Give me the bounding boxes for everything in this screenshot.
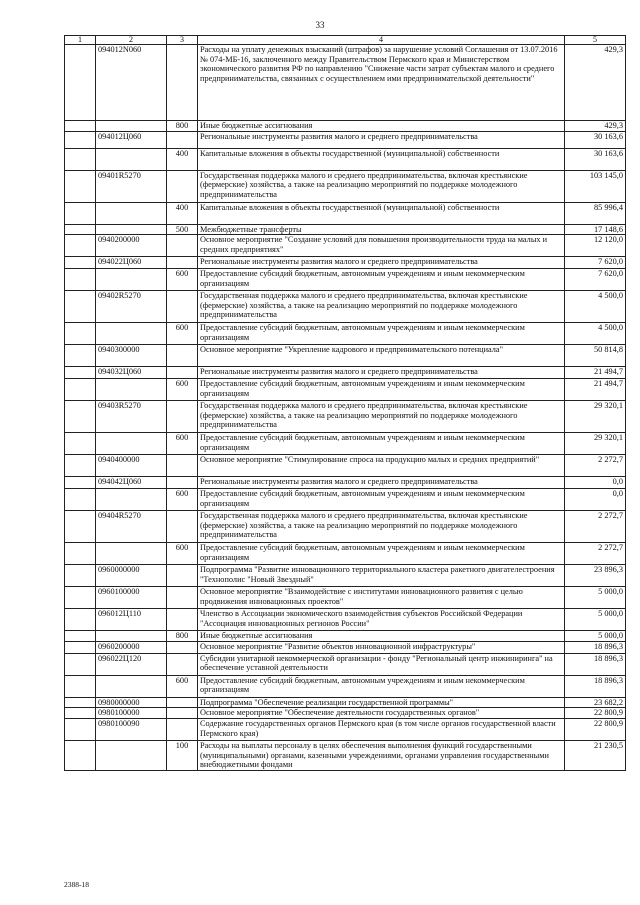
item-name: Предоставление субсидий бюджетным, автономным учреждениям и иным некоммерческим организациям xyxy=(198,323,565,345)
target-article-code: 094032Ц060 xyxy=(96,367,167,379)
expense-type-code xyxy=(167,455,198,477)
table-row xyxy=(65,477,626,489)
expense-type-code xyxy=(167,653,198,675)
item-name: Государственная поддержка малого и среднего предпринимательства, включая крестьянские (фермерские) хозяйства, а также на реализацию мероприятий по поддержке молодежного предпринимательства xyxy=(198,170,565,202)
table-row xyxy=(65,269,626,291)
row-col1-cell xyxy=(65,489,96,511)
item-name: Подпрограмма "Обеспечение реализации государственной программы" xyxy=(198,697,565,708)
target-article-code xyxy=(96,323,167,345)
expense-type-code xyxy=(167,587,198,609)
target-article-code xyxy=(96,433,167,455)
target-article-code xyxy=(96,675,167,697)
item-name: Содержание государственных органов Пермского края (в том числе органов государственной власти Пермского края) xyxy=(198,718,565,740)
target-article-code: 0960200000 xyxy=(96,641,167,653)
amount-value: 21 494,7 xyxy=(565,379,626,401)
target-article-code: 0960100000 xyxy=(96,587,167,609)
amount-value: 12 120,0 xyxy=(565,235,626,257)
item-name: Капитальные вложения в объекты государственной (муниципальной) собственности xyxy=(198,202,565,224)
amount-value: 21 494,7 xyxy=(565,367,626,379)
amount-value: 18 896,3 xyxy=(565,675,626,697)
expense-type-code: 600 xyxy=(167,675,198,697)
amount-value: 7 620,0 xyxy=(565,257,626,269)
target-article-code: 0960000000 xyxy=(96,565,167,587)
expense-type-code: 400 xyxy=(167,148,198,170)
amount-value: 0,0 xyxy=(565,489,626,511)
item-name: Региональные инструменты развития малого и среднего предпринимательства xyxy=(198,131,565,148)
amount-value: 50 814,8 xyxy=(565,345,626,367)
row-col1-cell xyxy=(65,148,96,170)
item-name: Межбюджетные трансферты xyxy=(198,224,565,235)
target-article-code: 09401R5270 xyxy=(96,170,167,202)
target-article-code: 0980000000 xyxy=(96,697,167,708)
row-col1-cell xyxy=(65,224,96,235)
column-number-4: 4 xyxy=(198,36,565,45)
row-col1-cell xyxy=(65,543,96,565)
expense-type-code xyxy=(167,641,198,653)
amount-value: 22 800,9 xyxy=(565,718,626,740)
expense-type-code: 600 xyxy=(167,489,198,511)
row-col1-cell xyxy=(65,235,96,257)
target-article-code: 0980100000 xyxy=(96,708,167,719)
table-row xyxy=(65,170,626,202)
item-name: Предоставление субсидий бюджетным, автономным учреждениям и иным некоммерческим организациям xyxy=(198,543,565,565)
amount-value: 7 620,0 xyxy=(565,269,626,291)
amount-value: 4 500,0 xyxy=(565,291,626,323)
target-article-code xyxy=(96,224,167,235)
target-article-code: 094012Ц060 xyxy=(96,131,167,148)
table-row xyxy=(65,345,626,367)
item-name: Субсидии унитарной некоммерческой организации - фонду "Региональный центр инжиниринга" на обеспечение уставной деятельности xyxy=(198,653,565,675)
row-col1-cell xyxy=(65,323,96,345)
item-name: Членство в Ассоциации экономического взаимодействия субъектов Российской Федерации "Ассоциация инновационных регионов России" xyxy=(198,609,565,631)
target-article-code: 09404R5270 xyxy=(96,511,167,543)
expense-type-code: 800 xyxy=(167,631,198,642)
amount-value: 23 896,3 xyxy=(565,565,626,587)
item-name: Государственная поддержка малого и среднего предпринимательства, включая крестьянские (фермерские) хозяйства, а также на реализацию мероприятий по поддержке молодежного предпринимательства xyxy=(198,511,565,543)
target-article-code: 0940300000 xyxy=(96,345,167,367)
target-article-code xyxy=(96,740,167,770)
target-article-code: 0940400000 xyxy=(96,455,167,477)
table-row xyxy=(65,740,626,770)
row-col1-cell xyxy=(65,455,96,477)
amount-value: 17 148,6 xyxy=(565,224,626,235)
row-col1-cell xyxy=(65,291,96,323)
row-col1-cell xyxy=(65,697,96,708)
row-col1-cell xyxy=(65,641,96,653)
amount-value: 85 996,4 xyxy=(565,202,626,224)
table-row xyxy=(65,675,626,697)
expense-type-code xyxy=(167,345,198,367)
target-article-code: 096022Ц120 xyxy=(96,653,167,675)
expense-type-code xyxy=(167,45,198,121)
table-row xyxy=(65,379,626,401)
budget-table-body xyxy=(65,36,626,771)
amount-value: 2 272,7 xyxy=(565,511,626,543)
item-name: Иные бюджетные ассигнования xyxy=(198,121,565,132)
table-row xyxy=(65,511,626,543)
amount-value: 2 272,7 xyxy=(565,543,626,565)
expense-type-code xyxy=(167,697,198,708)
item-name: Региональные инструменты развития малого и среднего предпринимательства xyxy=(198,257,565,269)
table-row xyxy=(65,718,626,740)
item-name: Капитальные вложения в объекты государственной (муниципальной) собственности xyxy=(198,148,565,170)
item-name: Основное мероприятие "Стимулирование спроса на продукцию малых и средних предприятий" xyxy=(198,455,565,477)
amount-value: 429,3 xyxy=(565,121,626,132)
table-row xyxy=(65,202,626,224)
target-article-code: 096012Ц110 xyxy=(96,609,167,631)
target-article-code xyxy=(96,543,167,565)
item-name: Подпрограмма "Развитие инновационного территориального кластера ракетного двигателестроения "Технополис "Новый Звездный" xyxy=(198,565,565,587)
target-article-code xyxy=(96,631,167,642)
amount-value: 4 500,0 xyxy=(565,323,626,345)
item-name: Расходы на уплату денежных взысканий (штрафов) за нарушение условий Соглашения от 13.07.2016 № 074-МБ-16, заключенного между Правительством Пермского края и Министерством экономического развития РФ по направлению "Снижение части затрат субъектам малого и среднего предпринимательства, связанных с осуществлением ими предпринимательской деятельности" xyxy=(198,45,565,121)
expense-type-code: 600 xyxy=(167,543,198,565)
row-col1-cell xyxy=(65,45,96,121)
table-row xyxy=(65,489,626,511)
row-col1-cell xyxy=(65,587,96,609)
column-number-5: 5 xyxy=(565,36,626,45)
expense-type-code: 600 xyxy=(167,269,198,291)
row-col1-cell xyxy=(65,477,96,489)
expense-type-code xyxy=(167,718,198,740)
item-name: Основное мероприятие "Взаимодействие с институтами инновационного развития с целью продвижения инновационных проектов" xyxy=(198,587,565,609)
column-number-row xyxy=(65,36,626,45)
amount-value: 29 320,1 xyxy=(565,401,626,433)
row-col1-cell xyxy=(65,653,96,675)
amount-value: 23 682,2 xyxy=(565,697,626,708)
item-name: Расходы на выплаты персоналу в целях обеспечения выполнения функций государственными (муниципальными) органами, казенными учреждениями, органами управления государственными внебюджетными фондами xyxy=(198,740,565,770)
expense-type-code: 600 xyxy=(167,433,198,455)
page-number: 33 xyxy=(315,20,325,30)
expense-type-code: 400 xyxy=(167,202,198,224)
target-article-code xyxy=(96,489,167,511)
expense-type-code xyxy=(167,291,198,323)
target-article-code: 094042Ц060 xyxy=(96,477,167,489)
table-row xyxy=(65,708,626,719)
column-number-1: 1 xyxy=(65,36,96,45)
expense-type-code xyxy=(167,257,198,269)
row-col1-cell xyxy=(65,631,96,642)
item-name: Основное мероприятие "Создание условий для повышения производительности труда на малых и средних предприятиях" xyxy=(198,235,565,257)
expense-type-code xyxy=(167,235,198,257)
target-article-code xyxy=(96,269,167,291)
expense-type-code: 600 xyxy=(167,379,198,401)
item-name: Предоставление субсидий бюджетным, автономным учреждениям и иным некоммерческим организациям xyxy=(198,433,565,455)
table-row xyxy=(65,433,626,455)
item-name: Предоставление субсидий бюджетным, автономным учреждениям и иным некоммерческим организациям xyxy=(198,675,565,697)
item-name: Основное мероприятие "Обеспечение деятельности государственных органов" xyxy=(198,708,565,719)
item-name: Основное мероприятие "Укрепление кадрового и предпринимательского потенциала" xyxy=(198,345,565,367)
amount-value: 18 896,3 xyxy=(565,641,626,653)
document-footer-code: 2388-18 xyxy=(64,880,89,889)
expense-type-code xyxy=(167,170,198,202)
column-number-2: 2 xyxy=(96,36,167,45)
target-article-code: 094022Ц060 xyxy=(96,257,167,269)
target-article-code: 09403R5270 xyxy=(96,401,167,433)
table-row xyxy=(65,257,626,269)
expense-type-code xyxy=(167,477,198,489)
row-col1-cell xyxy=(65,131,96,148)
row-col1-cell xyxy=(65,740,96,770)
table-row xyxy=(65,587,626,609)
table-row xyxy=(65,565,626,587)
amount-value: 5 000,0 xyxy=(565,587,626,609)
target-article-code xyxy=(96,379,167,401)
expense-type-code xyxy=(167,401,198,433)
row-col1-cell xyxy=(65,675,96,697)
target-article-code xyxy=(96,202,167,224)
table-row xyxy=(65,45,626,121)
column-number-3: 3 xyxy=(167,36,198,45)
target-article-code: 094012N060 xyxy=(96,45,167,121)
row-col1-cell xyxy=(65,345,96,367)
row-col1-cell xyxy=(65,257,96,269)
row-col1-cell xyxy=(65,565,96,587)
target-article-code xyxy=(96,121,167,132)
amount-value: 30 163,6 xyxy=(565,131,626,148)
table-row xyxy=(65,291,626,323)
expense-type-code: 100 xyxy=(167,740,198,770)
table-row xyxy=(65,631,626,642)
target-article-code xyxy=(96,148,167,170)
target-article-code: 09402R5270 xyxy=(96,291,167,323)
row-col1-cell xyxy=(65,202,96,224)
row-col1-cell xyxy=(65,269,96,291)
amount-value: 5 000,0 xyxy=(565,609,626,631)
row-col1-cell xyxy=(65,609,96,631)
amount-value: 429,3 xyxy=(565,45,626,121)
table-row xyxy=(65,641,626,653)
target-article-code: 0940200000 xyxy=(96,235,167,257)
row-col1-cell xyxy=(65,511,96,543)
row-col1-cell xyxy=(65,121,96,132)
expense-type-code xyxy=(167,367,198,379)
row-col1-cell xyxy=(65,718,96,740)
table-row xyxy=(65,401,626,433)
table-row xyxy=(65,697,626,708)
item-name: Региональные инструменты развития малого и среднего предпринимательства xyxy=(198,477,565,489)
table-row xyxy=(65,653,626,675)
table-row xyxy=(65,235,626,257)
table-row xyxy=(65,131,626,148)
table-row xyxy=(65,148,626,170)
item-name: Иные бюджетные ассигнования xyxy=(198,631,565,642)
row-col1-cell xyxy=(65,433,96,455)
table-row xyxy=(65,121,626,132)
table-row xyxy=(65,543,626,565)
item-name: Государственная поддержка малого и среднего предпринимательства, включая крестьянские (фермерские) хозяйства, а также на реализацию мероприятий по поддержке молодежного предпринимательства xyxy=(198,401,565,433)
table-row xyxy=(65,609,626,631)
budget-table xyxy=(64,35,626,771)
row-col1-cell xyxy=(65,379,96,401)
expense-type-code: 800 xyxy=(167,121,198,132)
amount-value: 2 272,7 xyxy=(565,455,626,477)
table-row xyxy=(65,455,626,477)
item-name: Государственная поддержка малого и среднего предпринимательства, включая крестьянские (фермерские) хозяйства, а также на реализацию мероприятий по поддержке молодежного предпринимательства xyxy=(198,291,565,323)
item-name: Предоставление субсидий бюджетным, автономным учреждениям и иным некоммерческим организациям xyxy=(198,489,565,511)
item-name: Основное мероприятие "Развитие объектов инновационной инфраструктуры" xyxy=(198,641,565,653)
item-name: Предоставление субсидий бюджетным, автономным учреждениям и иным некоммерческим организациям xyxy=(198,379,565,401)
amount-value: 21 230,5 xyxy=(565,740,626,770)
amount-value: 0,0 xyxy=(565,477,626,489)
amount-value: 5 000,0 xyxy=(565,631,626,642)
row-col1-cell xyxy=(65,367,96,379)
expense-type-code xyxy=(167,565,198,587)
amount-value: 22 800,9 xyxy=(565,708,626,719)
table-row xyxy=(65,224,626,235)
item-name: Региональные инструменты развития малого и среднего предпринимательства xyxy=(198,367,565,379)
expense-type-code xyxy=(167,131,198,148)
table-row xyxy=(65,367,626,379)
expense-type-code xyxy=(167,511,198,543)
row-col1-cell xyxy=(65,708,96,719)
row-col1-cell xyxy=(65,170,96,202)
expense-type-code xyxy=(167,609,198,631)
expense-type-code: 600 xyxy=(167,323,198,345)
expense-type-code xyxy=(167,708,198,719)
amount-value: 29 320,1 xyxy=(565,433,626,455)
amount-value: 103 145,0 xyxy=(565,170,626,202)
item-name: Предоставление субсидий бюджетным, автономным учреждениям и иным некоммерческим организациям xyxy=(198,269,565,291)
table-row xyxy=(65,323,626,345)
target-article-code: 0980100090 xyxy=(96,718,167,740)
amount-value: 18 896,3 xyxy=(565,653,626,675)
expense-type-code: 500 xyxy=(167,224,198,235)
amount-value: 30 163,6 xyxy=(565,148,626,170)
row-col1-cell xyxy=(65,401,96,433)
